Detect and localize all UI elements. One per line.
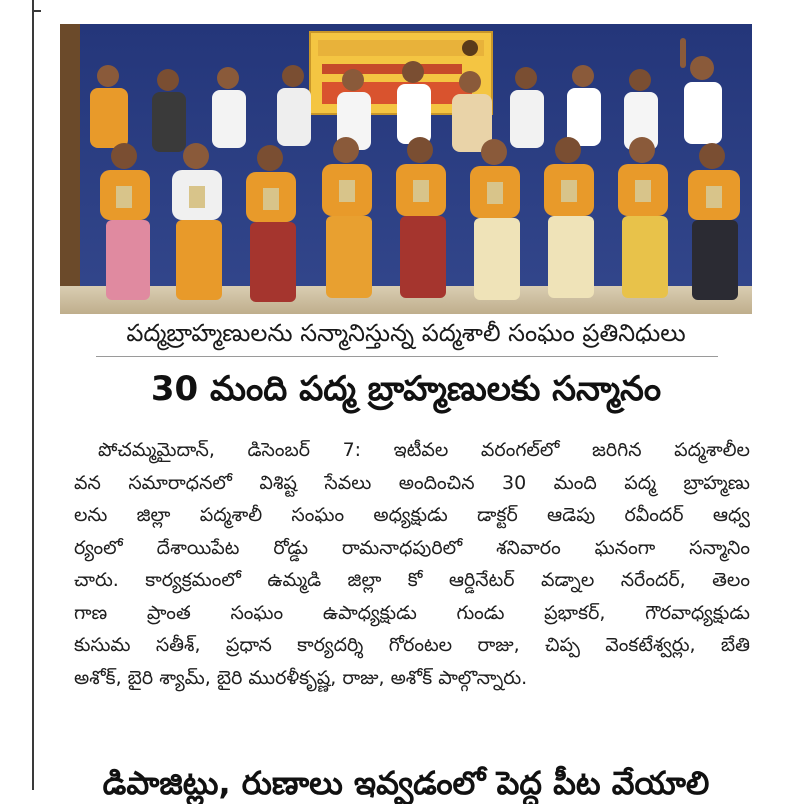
news-photo: [60, 24, 752, 314]
body-line: అశోక్, బైరి శ్యామ్, బైరి మురళీకృష్ణ, రాజు, అశోక్ పాల్గొన్నారు.: [74, 666, 528, 689]
photo-caption: పద్మబ్రాహ్మణులను సన్మానిస్తున్న పద్మశాలీ సంఘం ప్రతినిధులు: [126, 319, 686, 347]
caption-divider: [96, 356, 718, 357]
body-line: ర్యంలో దేశాయిపేట రోడ్డు రామనాధపురిలో శనివారం ఘనంగా సన్మానిం: [74, 536, 750, 559]
column-rule-tick: [32, 10, 41, 12]
body-line: కుసుమ సతీశ్, ప్రధాన కార్యదర్శి గోరంటల రాజు, చిప్ప వెంకటేశ్వర్లు, బేతి: [74, 634, 750, 656]
body-line: గాణ ప్రాంత సంఘం ఉపాధ్యక్షుడు గుండు ప్రభాకర్, గౌరవాధ్యక్షుడు: [74, 601, 750, 624]
body-line: చారు. కార్యక్రమంలో ఉమ్మడి జిల్లా కో ఆర్డినేటర్ వడ్నాల నరేందర్, తెలం: [74, 569, 750, 591]
next-article-headline-partial: డిపాజిట్లు, రుణాలు ఇవ్వడంలో పెద్ద పీట వేయాలి: [102, 764, 710, 802]
article-headline: 30 మంది పద్మ బ్రాహ్మణులకు సన్మానం: [150, 369, 662, 409]
article-body: [74, 434, 750, 694]
body-line: వన సమారాధనలో విశిష్ట సేవలు అందించిన 30 మంది పద్మ బ్రాహ్మణు: [74, 471, 750, 494]
body-line: లను జిల్లా పద్మశాలీ సంఘం అధ్యక్షుడు డాక్టర్ ఆడెపు రవీందర్ ఆధ్వ: [74, 504, 750, 526]
column-rule: [32, 0, 34, 790]
body-line: పోచమ్మమైదాన్, డిసెంబర్ 7: ఇటీవల వరంగల్‌లో జరిగిన పద్మశాలీల: [98, 439, 750, 461]
